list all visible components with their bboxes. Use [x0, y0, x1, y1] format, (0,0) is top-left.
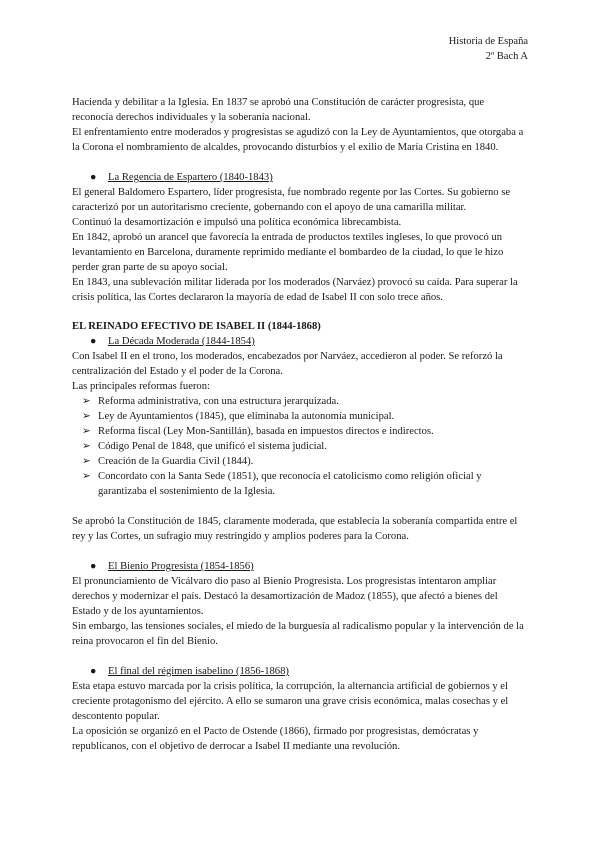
bullet-icon: ●	[90, 666, 97, 677]
paragraph: Esta etapa estuvo marcada por la crisis política, la corrupción, la alternancia artificial de gobiernos y el creciente protagonismo del ejército. A ello se sumaron una grave crisis económica, malas cosechas y el descontento popular.	[72, 681, 509, 722]
header-subject: Historia de España	[448, 36, 528, 47]
paragraph: Se aprobó la Constitución de 1845, claramente moderada, que establecía la soberanía compartida entre el rey y las Cortes, un sufragio muy restringido y amplios poderes para la Corona.	[72, 516, 518, 542]
paragraph: Las principales reformas fueron:	[72, 381, 210, 392]
header-course: 2º Bach A	[485, 51, 528, 62]
paragraph: En 1842, aprobó un arancel que favorecía la entrada de productos textiles ingleses, lo que provocó un levantamiento en Barcelona, duramente reprimido mediante el bombardeo de la ciudad, lo que le hizo perder gran parte de su apoyo social.	[72, 232, 504, 273]
paragraph: El pronunciamiento de Vicálvaro dio paso al Bienio Progresista. Los progresistas intentaron ampliar derechos y modernizar el país. Destacó la desamortización de Madoz (1855), que afectó a bienes del Estado y de los ayuntamientos.	[72, 576, 498, 617]
page-header	[449, 34, 528, 64]
section-heading-espartero: ● La Regencia de Espartero (1840-1843)	[90, 172, 273, 183]
arrow-bullet-icon: ➢	[82, 471, 91, 482]
list-item: ➢ Concordato con la Santa Sede (1851), que reconocía el catolicismo como religión oficial y garantizaba el sostenimiento de la Iglesia.	[82, 471, 482, 497]
paragraph: Sin embargo, las tensiones sociales, el miedo de la burguesía al radicalismo popular y la intervención de la reina provocaron el fin del Bienio.	[72, 621, 524, 647]
list-item: ➢ Creación de la Guardia Civil (1844).	[82, 456, 254, 467]
list-item: ➢ Reforma administrativa, con una estructura jerarquizada.	[82, 396, 339, 407]
list-item: ➢ Código Penal de 1848, que unificó el sistema judicial.	[82, 441, 327, 452]
section-heading-bienio: ● El Bienio Progresista (1854-1856)	[90, 561, 254, 572]
paragraph: El enfrentamiento entre moderados y progresistas se agudizó con la Ley de Ayuntamientos, que otorgaba a la Corona el nombramiento de alcaldes, provocando disturbios y el exilio de María Cristina en 1840.	[72, 127, 524, 153]
paragraph: En 1843, una sublevación militar liderada por los moderados (Narváez) provocó su caída. Para superar la crisis política, las Cortes declararon la mayoría de edad de Isabel II con solo trece años.	[72, 277, 518, 303]
paragraph: Hacienda y debilitar a la Iglesia. En 1837 se aprobó una Constitución de carácter progresista, que reconocía derechos individuales y la soberanía nacional.	[72, 97, 485, 123]
arrow-bullet-icon: ➢	[82, 396, 91, 407]
chapter-heading: EL REINADO EFECTIVO DE ISABEL II (1844-1868)	[72, 321, 321, 332]
arrow-bullet-icon: ➢	[82, 411, 91, 422]
list-item: ➢ Reforma fiscal (Ley Mon-Santillán), basada en impuestos directos e indirectos.	[82, 426, 434, 437]
paragraph: El general Baldomero Espartero, líder progresista, fue nombrado regente por las Cortes. Su gobierno se caracterizó por un autoritarismo creciente, gobernando con el apoyo de una camarilla militar.	[72, 187, 511, 213]
paragraph: La oposición se organizó en el Pacto de Ostende (1866), firmado por progresistas, demócratas y republicanos, con el objetivo de derrocar a Isabel II mediante una revolución.	[72, 726, 479, 752]
document-body	[72, 95, 527, 754]
arrow-bullet-icon: ➢	[82, 456, 91, 467]
section-heading-final: ● El final del régimen isabelino (1856-1868)	[90, 666, 289, 677]
paragraph: Con Isabel II en el trono, los moderados, encabezados por Narváez, accedieron al poder. Se reforzó la centralización del Estado y el poder de la Corona.	[72, 351, 503, 377]
arrow-bullet-icon: ➢	[82, 426, 91, 437]
section-heading-decada: ● La Década Moderada (1844-1854)	[90, 336, 255, 347]
arrow-bullet-icon: ➢	[82, 441, 91, 452]
list-item: ➢ Ley de Ayuntamientos (1845), que eliminaba la autonomía municipal.	[82, 411, 395, 422]
bullet-icon: ●	[90, 336, 97, 347]
bullet-icon: ●	[90, 172, 97, 183]
paragraph: Continuó la desamortización e impulsó una política económica librecambista.	[72, 217, 402, 228]
bullet-icon: ●	[90, 561, 97, 572]
